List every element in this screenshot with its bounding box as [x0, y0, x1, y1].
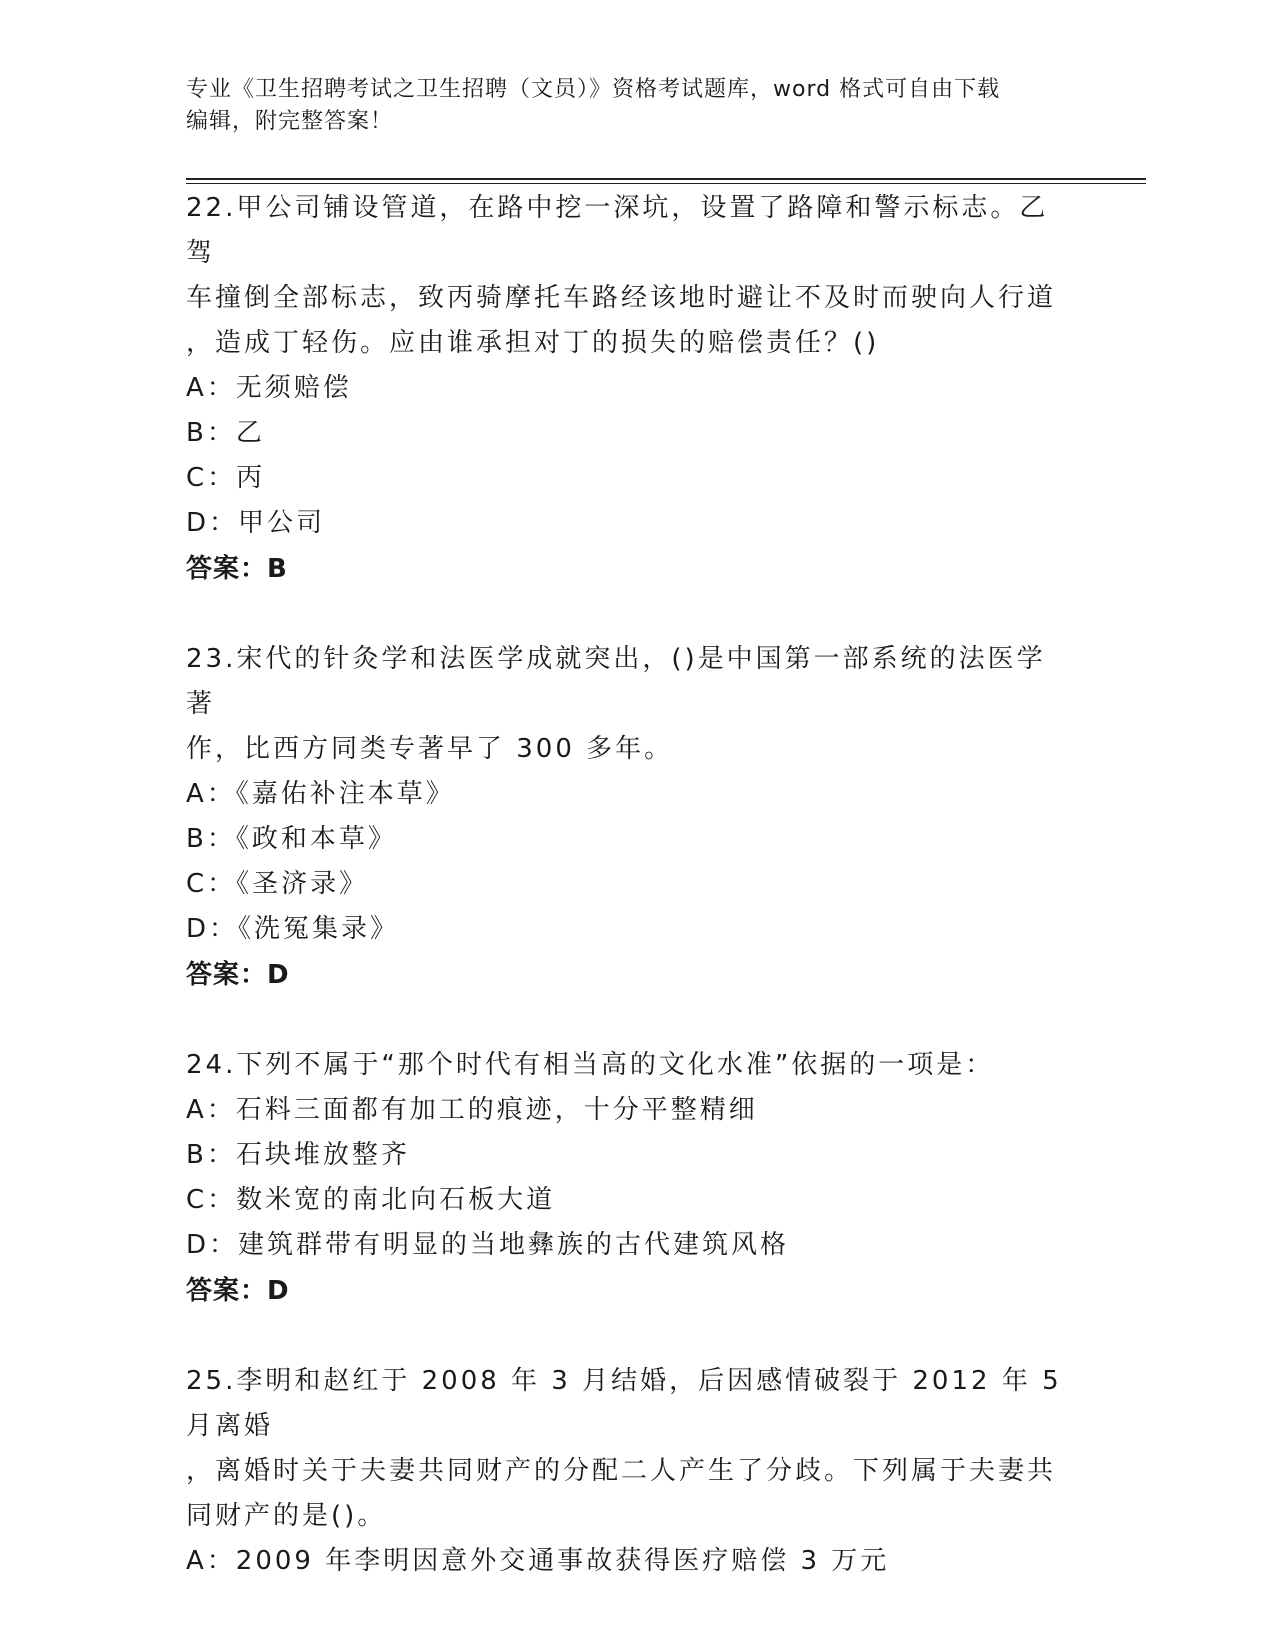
- question-stem-line: 25.李明和赵红于 2008 年 3 月结婚，后因感情破裂于 2012 年 5 月离婚: [186, 1366, 1062, 1441]
- question-24: [186, 1043, 1066, 1314]
- option-a: A：《嘉佑补注本草》: [186, 779, 455, 809]
- document-header: [186, 74, 1066, 138]
- option-c: C：《圣济录》: [186, 869, 369, 899]
- question-23: [186, 637, 1066, 998]
- question-stem-line: 同财产的是()。: [186, 1501, 387, 1531]
- spacer: [186, 998, 1066, 1043]
- option-c: C：丙: [186, 463, 266, 493]
- option-a: A：2009 年李明因意外交通事故获得医疗赔偿 3 万元: [186, 1546, 890, 1576]
- spacer: [186, 592, 1066, 637]
- option-b: B：石块堆放整齐: [186, 1140, 410, 1170]
- answer: 答案：B: [186, 554, 288, 584]
- question-25: [186, 1359, 1066, 1584]
- header-line-1: 专业《卫生招聘考试之卫生招聘（文员）》资格考试题库，word 格式可自由下载: [186, 77, 1001, 102]
- option-a: A：石料三面都有加工的痕迹，十分平整精细: [186, 1095, 758, 1125]
- option-d: D：《洗冤集录》: [186, 914, 400, 944]
- option-b: B：《政和本草》: [186, 824, 397, 854]
- spacer: [186, 1314, 1066, 1359]
- answer: 答案：D: [186, 960, 290, 990]
- question-stem-line: 车撞倒全部标志，致丙骑摩托车路经该地时避让不及时而驶向人行道: [186, 283, 1057, 313]
- option-c: C：数米宽的南北向石板大道: [186, 1185, 556, 1215]
- option-a: A：无须赔偿: [186, 373, 352, 403]
- option-b: B：乙: [186, 418, 265, 448]
- question-22: [186, 186, 1066, 592]
- question-list: [186, 186, 1066, 1584]
- header-line-2: 编辑，附完整答案！: [186, 109, 394, 134]
- question-stem-line: 作，比西方同类专著早了 300 多年。: [186, 734, 674, 764]
- question-stem-line: ，造成丁轻伤。应由谁承担对丁的损失的赔偿责任？(): [186, 328, 880, 358]
- option-d: D：建筑群带有明显的当地彝族的古代建筑风格: [186, 1230, 790, 1260]
- header-rule-thin: [186, 183, 1146, 184]
- question-stem-line: 24.下列不属于“那个时代有相当高的文化水准”依据的一项是：: [186, 1050, 995, 1080]
- answer: 答案：D: [186, 1276, 290, 1306]
- header-rule-thick: [186, 178, 1146, 180]
- question-stem-line: 23.宋代的针灸学和法医学成就突出，()是中国第一部系统的法医学著: [186, 644, 1046, 719]
- question-stem-line: ，离婚时关于夫妻共同财产的分配二人产生了分歧。下列属于夫妻共: [186, 1456, 1057, 1486]
- option-d: D：甲公司: [186, 508, 326, 538]
- question-stem-line: 22.甲公司铺设管道，在路中挖一深坑，设置了路障和警示标志。乙驾: [186, 193, 1049, 268]
